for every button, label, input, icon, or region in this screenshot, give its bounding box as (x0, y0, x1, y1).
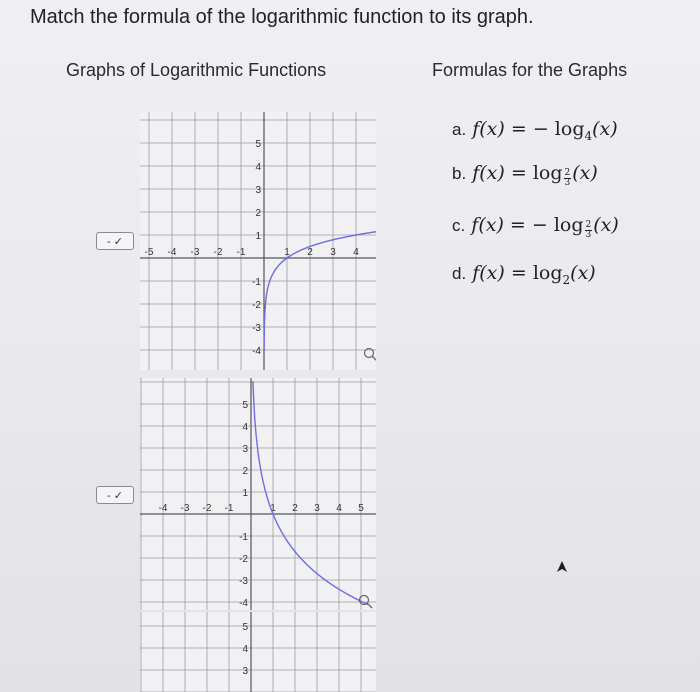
formula-c-lhs: f(x) (471, 214, 504, 236)
y-tick-label: -2 (252, 300, 261, 311)
mouse-cursor-icon (556, 560, 568, 574)
x-tick-label: 4 (336, 503, 342, 514)
y-tick-label: -4 (239, 598, 248, 609)
formula-a-eq: = (510, 118, 527, 140)
x-tick-label: -1 (236, 247, 246, 258)
x-tick-label: -3 (190, 247, 200, 258)
formula-d-lhs: f(x) (472, 262, 505, 284)
graphs-header: Graphs of Logarithmic Functions (66, 60, 327, 80)
formula-c-base-den: 3 (585, 230, 592, 240)
y-tick-label: 2 (255, 208, 261, 219)
x-tick-label: 2 (307, 247, 313, 258)
formula-d-base: 2 (562, 272, 571, 287)
y-tick-label: 5 (255, 139, 261, 150)
x-tick-label: -3 (180, 503, 190, 514)
graph-3 (140, 612, 376, 692)
y-tick-label: 5 (242, 400, 248, 411)
x-tick-label: -2 (202, 503, 212, 514)
y-tick-label: 3 (242, 444, 248, 455)
y-tick-label: -3 (252, 323, 261, 334)
y-tick-label: 4 (242, 644, 248, 655)
x-tick-label: 1 (270, 503, 276, 514)
x-tick-label: 2 (292, 503, 298, 514)
formula-c-base-num: 2 (585, 220, 592, 230)
y-tick-label: -3 (239, 576, 248, 587)
x-tick-label: -5 (144, 247, 154, 258)
formula-b-eq: = (510, 162, 527, 184)
formula-c-sign: − (531, 214, 548, 236)
formula-d (452, 262, 596, 287)
graph-2-canvas (140, 378, 376, 610)
formula-c-eq: = (509, 214, 526, 236)
formula-b-base (564, 169, 572, 188)
x-tick-label: 3 (330, 247, 336, 258)
x-tick-label: -1 (224, 503, 234, 514)
y-tick-label: 4 (242, 422, 248, 433)
formula-a-lhs: f(x) (472, 118, 505, 140)
magnify-icon-handle (372, 356, 376, 361)
function-curve (253, 381, 368, 604)
formula-a-fn: log (554, 118, 585, 140)
formula-c-fn: log (553, 214, 584, 236)
y-tick-label: 5 (242, 622, 248, 633)
formula-c-letter: c. (452, 216, 466, 235)
graph-1-canvas (140, 112, 376, 370)
y-tick-label: -2 (239, 554, 248, 565)
question-title: Match the formula of the logarithmic function to its graph. (30, 6, 534, 28)
formula-b (452, 162, 598, 188)
y-tick-label: -1 (252, 277, 261, 288)
y-tick-label: 4 (255, 162, 261, 173)
graph-2 (140, 378, 376, 610)
function-curve (264, 231, 376, 350)
formula-d-fn: log (532, 262, 563, 284)
y-tick-label: -4 (252, 346, 261, 357)
formula-b-letter: b. (452, 164, 467, 183)
graph-3-canvas (140, 612, 376, 692)
formula-a-letter: a. (452, 120, 467, 139)
formula-c (452, 214, 619, 240)
formula-d-arg: (x) (570, 262, 596, 284)
formula-b-lhs: f(x) (472, 162, 505, 184)
y-tick-label: 3 (242, 666, 248, 677)
graph-2-answer-dropdown[interactable]: - ✓ (96, 486, 134, 504)
formula-a-base: 4 (584, 128, 593, 143)
formula-d-eq: = (510, 262, 527, 284)
formula-b-base-den: 3 (564, 178, 571, 188)
x-tick-label: -4 (158, 503, 168, 514)
formula-a-sign: − (532, 118, 549, 140)
x-tick-label: 4 (353, 247, 359, 258)
x-tick-label: 1 (284, 247, 290, 258)
formula-d-letter: d. (452, 264, 467, 283)
y-tick-label: 2 (242, 466, 248, 477)
x-tick-label: -2 (213, 247, 223, 258)
y-tick-label: 1 (255, 231, 261, 242)
formulas-header: Formulas for the Graphs (432, 60, 628, 80)
formula-b-fn: log (532, 162, 563, 184)
y-tick-label: -1 (239, 532, 248, 543)
x-tick-label: -4 (167, 247, 177, 258)
formula-c-arg: (x) (593, 214, 619, 236)
graph-1 (140, 112, 376, 370)
graph-1-answer-dropdown[interactable]: - ✓ (96, 232, 134, 250)
formula-b-arg: (x) (572, 162, 598, 184)
formula-b-base-num: 2 (564, 168, 571, 178)
y-tick-label: 1 (242, 488, 248, 499)
formula-c-base (585, 221, 593, 240)
magnify-icon-handle (367, 603, 372, 608)
formula-a-arg: (x) (592, 118, 618, 140)
x-tick-label: 5 (358, 503, 364, 514)
formula-a (452, 118, 618, 143)
y-tick-label: 3 (255, 185, 261, 196)
x-tick-label: 3 (314, 503, 320, 514)
